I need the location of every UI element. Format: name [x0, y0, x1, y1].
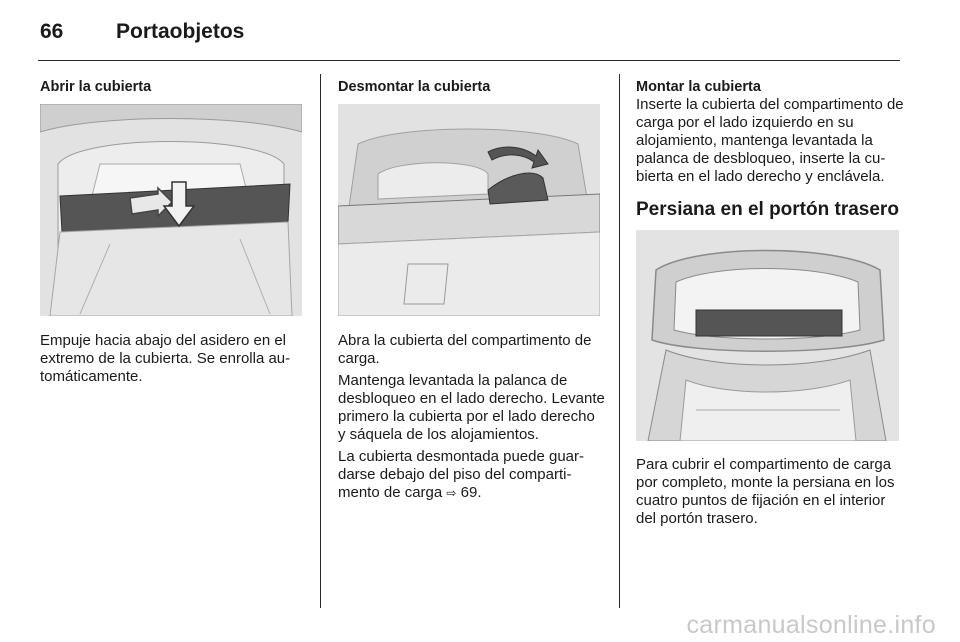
- paragraph-remove-3: [338, 448, 606, 502]
- paragraph-remove-1: Abra la cubierta del compartimento de carga.: [338, 332, 592, 367]
- illustration-open-cover: [40, 104, 302, 316]
- column-1: [40, 78, 305, 96]
- column-divider-2: [619, 74, 620, 608]
- column-3: [636, 78, 904, 222]
- paragraph-install-cover: Inserte la cubierta del compartimento de carga por el lado izquierdo en su alojamiento, mantenga levantada la palanca de desbloqueo, inserte la cubierta en el lado derecho y enclávela.: [636, 96, 904, 185]
- heading-remove-cover: Desmontar la cubierta: [338, 79, 491, 95]
- illustration-remove-cover: [338, 104, 600, 316]
- paragraph-open-cover: Empuje hacia abajo del asidero en el extremo de la cubierta. Se enrolla automáticamente.: [40, 332, 291, 385]
- column-2-text: [338, 332, 606, 506]
- paragraph-remove-3-text: La cubierta desmontada puede guardarse debajo del piso del compartimento de carga: [338, 448, 585, 501]
- heading-open-cover: Abrir la cubierta: [40, 79, 152, 95]
- page-reference-link[interactable]: 69.: [460, 484, 482, 501]
- page-number: 66: [40, 20, 64, 43]
- illustration-tailgate-blind: [636, 230, 899, 441]
- column-2: [338, 78, 603, 96]
- page-reference-arrow-icon: ⇨: [446, 486, 457, 500]
- page-title: Portaobjetos: [116, 20, 245, 43]
- heading-tailgate-blind: Persiana en el portón trasero: [636, 199, 899, 220]
- paragraph-remove-2: Mantenga levantada la palanca de desbloqueo en el lado derecho. Levante primero la cubierta por el lado derecho y sáquela de los alojamientos.: [338, 372, 605, 443]
- heading-install-cover: Montar la cubierta: [636, 79, 761, 95]
- paragraph-tailgate-blind: Para cubrir el compartimento de carga por completo, monte la persiana en los cuatro puntos de fijación en el interior del portón trasero.: [636, 456, 895, 527]
- column-divider-1: [320, 74, 321, 608]
- watermark-text: carmanualsonline.info: [686, 611, 936, 639]
- header-rule: [38, 60, 900, 61]
